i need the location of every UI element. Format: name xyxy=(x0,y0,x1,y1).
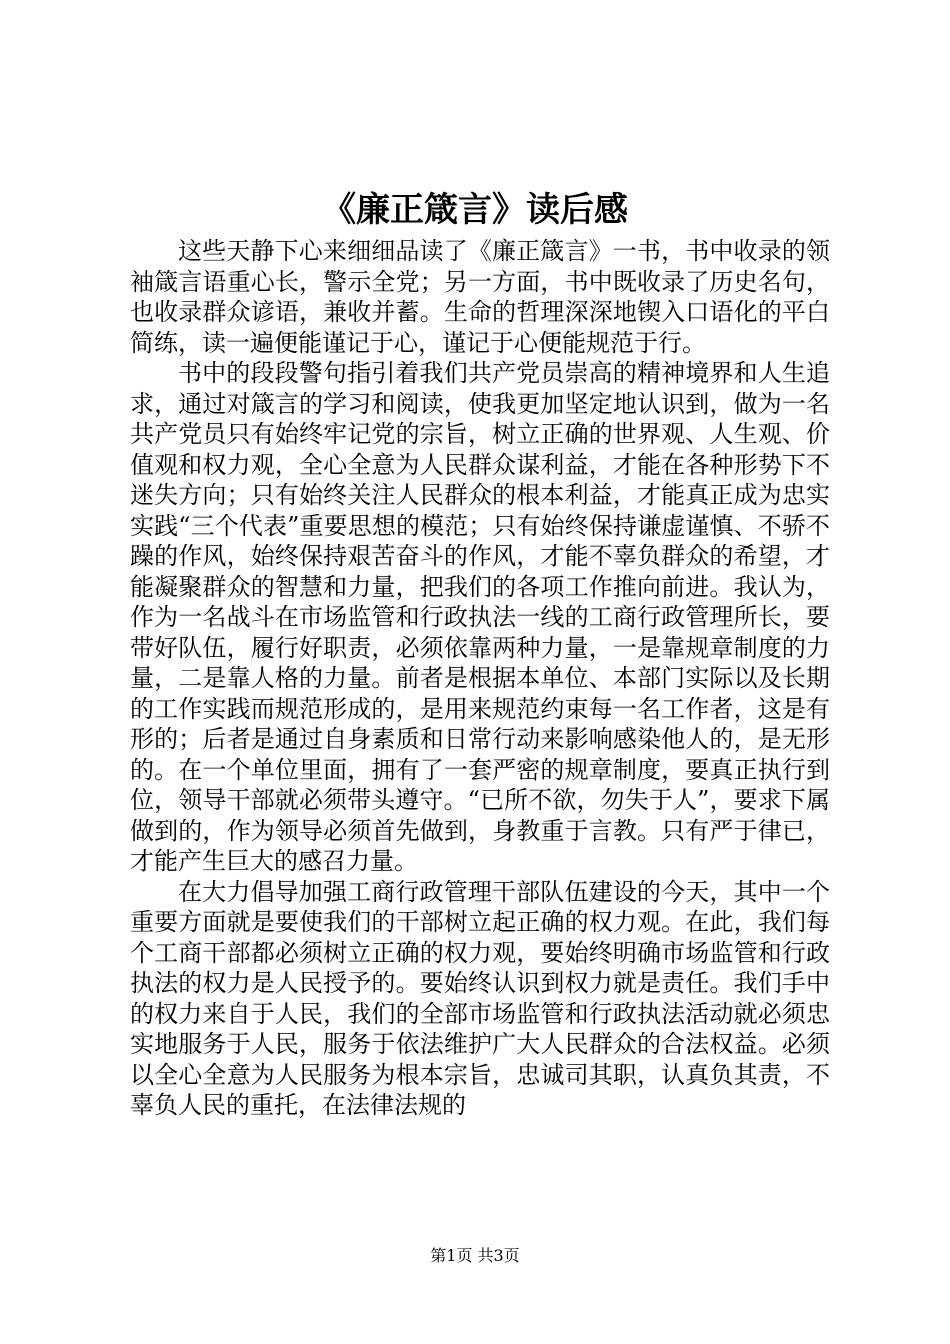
paragraph-3: 在大力倡导加强工商行政管理干部队伍建设的今天，其中一个重要方面就是要使我们的干部树立起正确的权力观。在此，我们每个工商干部都必须树立正确的权力观，要始终明确市场监管和行政执法的权力是人民授予的。要始终认识到权力就是责任。我们手中的权力来自于人民，我们的全部市场监管和行政执法活动就必须忠实地服务于人民，服务于依法维护广大人民群众的合法权益。必须以全心全意为人民服务为根本宗旨，忠诚司其职，认真负其责，不辜负人民的重托，在法律法规的 xyxy=(130,877,830,1119)
document-title: 《廉正箴言》读后感 xyxy=(322,190,628,230)
paragraph-1: 这些天静下心来细细品读了《廉正箴言》一书，书中收录的领袖箴言语重心长，警示全党；另一方面，书中既收录了历史名句，也收录群众谚语，兼收并蓄。生命的哲理深深地锲入口语化的平白简练，读一遍便能谨记于心，谨记于心便能规范于行。 xyxy=(130,237,830,357)
page-footer: 第1页 共3页 xyxy=(430,1246,520,1265)
paragraph-2: 书中的段段警句指引着我们共产党员崇高的精神境界和人生追求，通过对箴言的学习和阅读，使我更加坚定地认识到，做为一名共产党员只有始终牢记党的宗旨，树立正确的世界观、人生观、价值观和权力观，全心全意为人民群众谋利益，才能在各种形势下不迷失方向；只有始终关注人民群众的根本利益，才能真正成为忠实实践“三个代表”重要思想的模范；只有始终保持谦虚谨慎、不骄不躁的作风，始终保持艰苦奋斗的作风，才能不辜负群众的希望，才能凝聚群众的智慧和力量，把我们的各项工作推向前进。我认为，作为一名战斗在市场监管和行政执法一线的工商行政管理所长，要带好队伍，履行好职责，必须依靠两种力量，一是靠规章制度的力量，二是靠人格的力量。前者是根据本单位、本部门实际以及长期的工作实践而规范形成的，是用来规范约束每一名工作者，这是有形的；后者是通过自身素质和日常行动来影响感染他人的，是无形的。在一个单位里面，拥有了一套严密的规章制度，要真正执行到位，领导干部就必须带头遵守。“已所不欲，勿失于人”，要求下属做到的，作为领导必须首先做到，身教重于言教。只有严于律已，才能产生巨大的感召力量。 xyxy=(130,359,830,875)
document-body xyxy=(130,236,830,1121)
